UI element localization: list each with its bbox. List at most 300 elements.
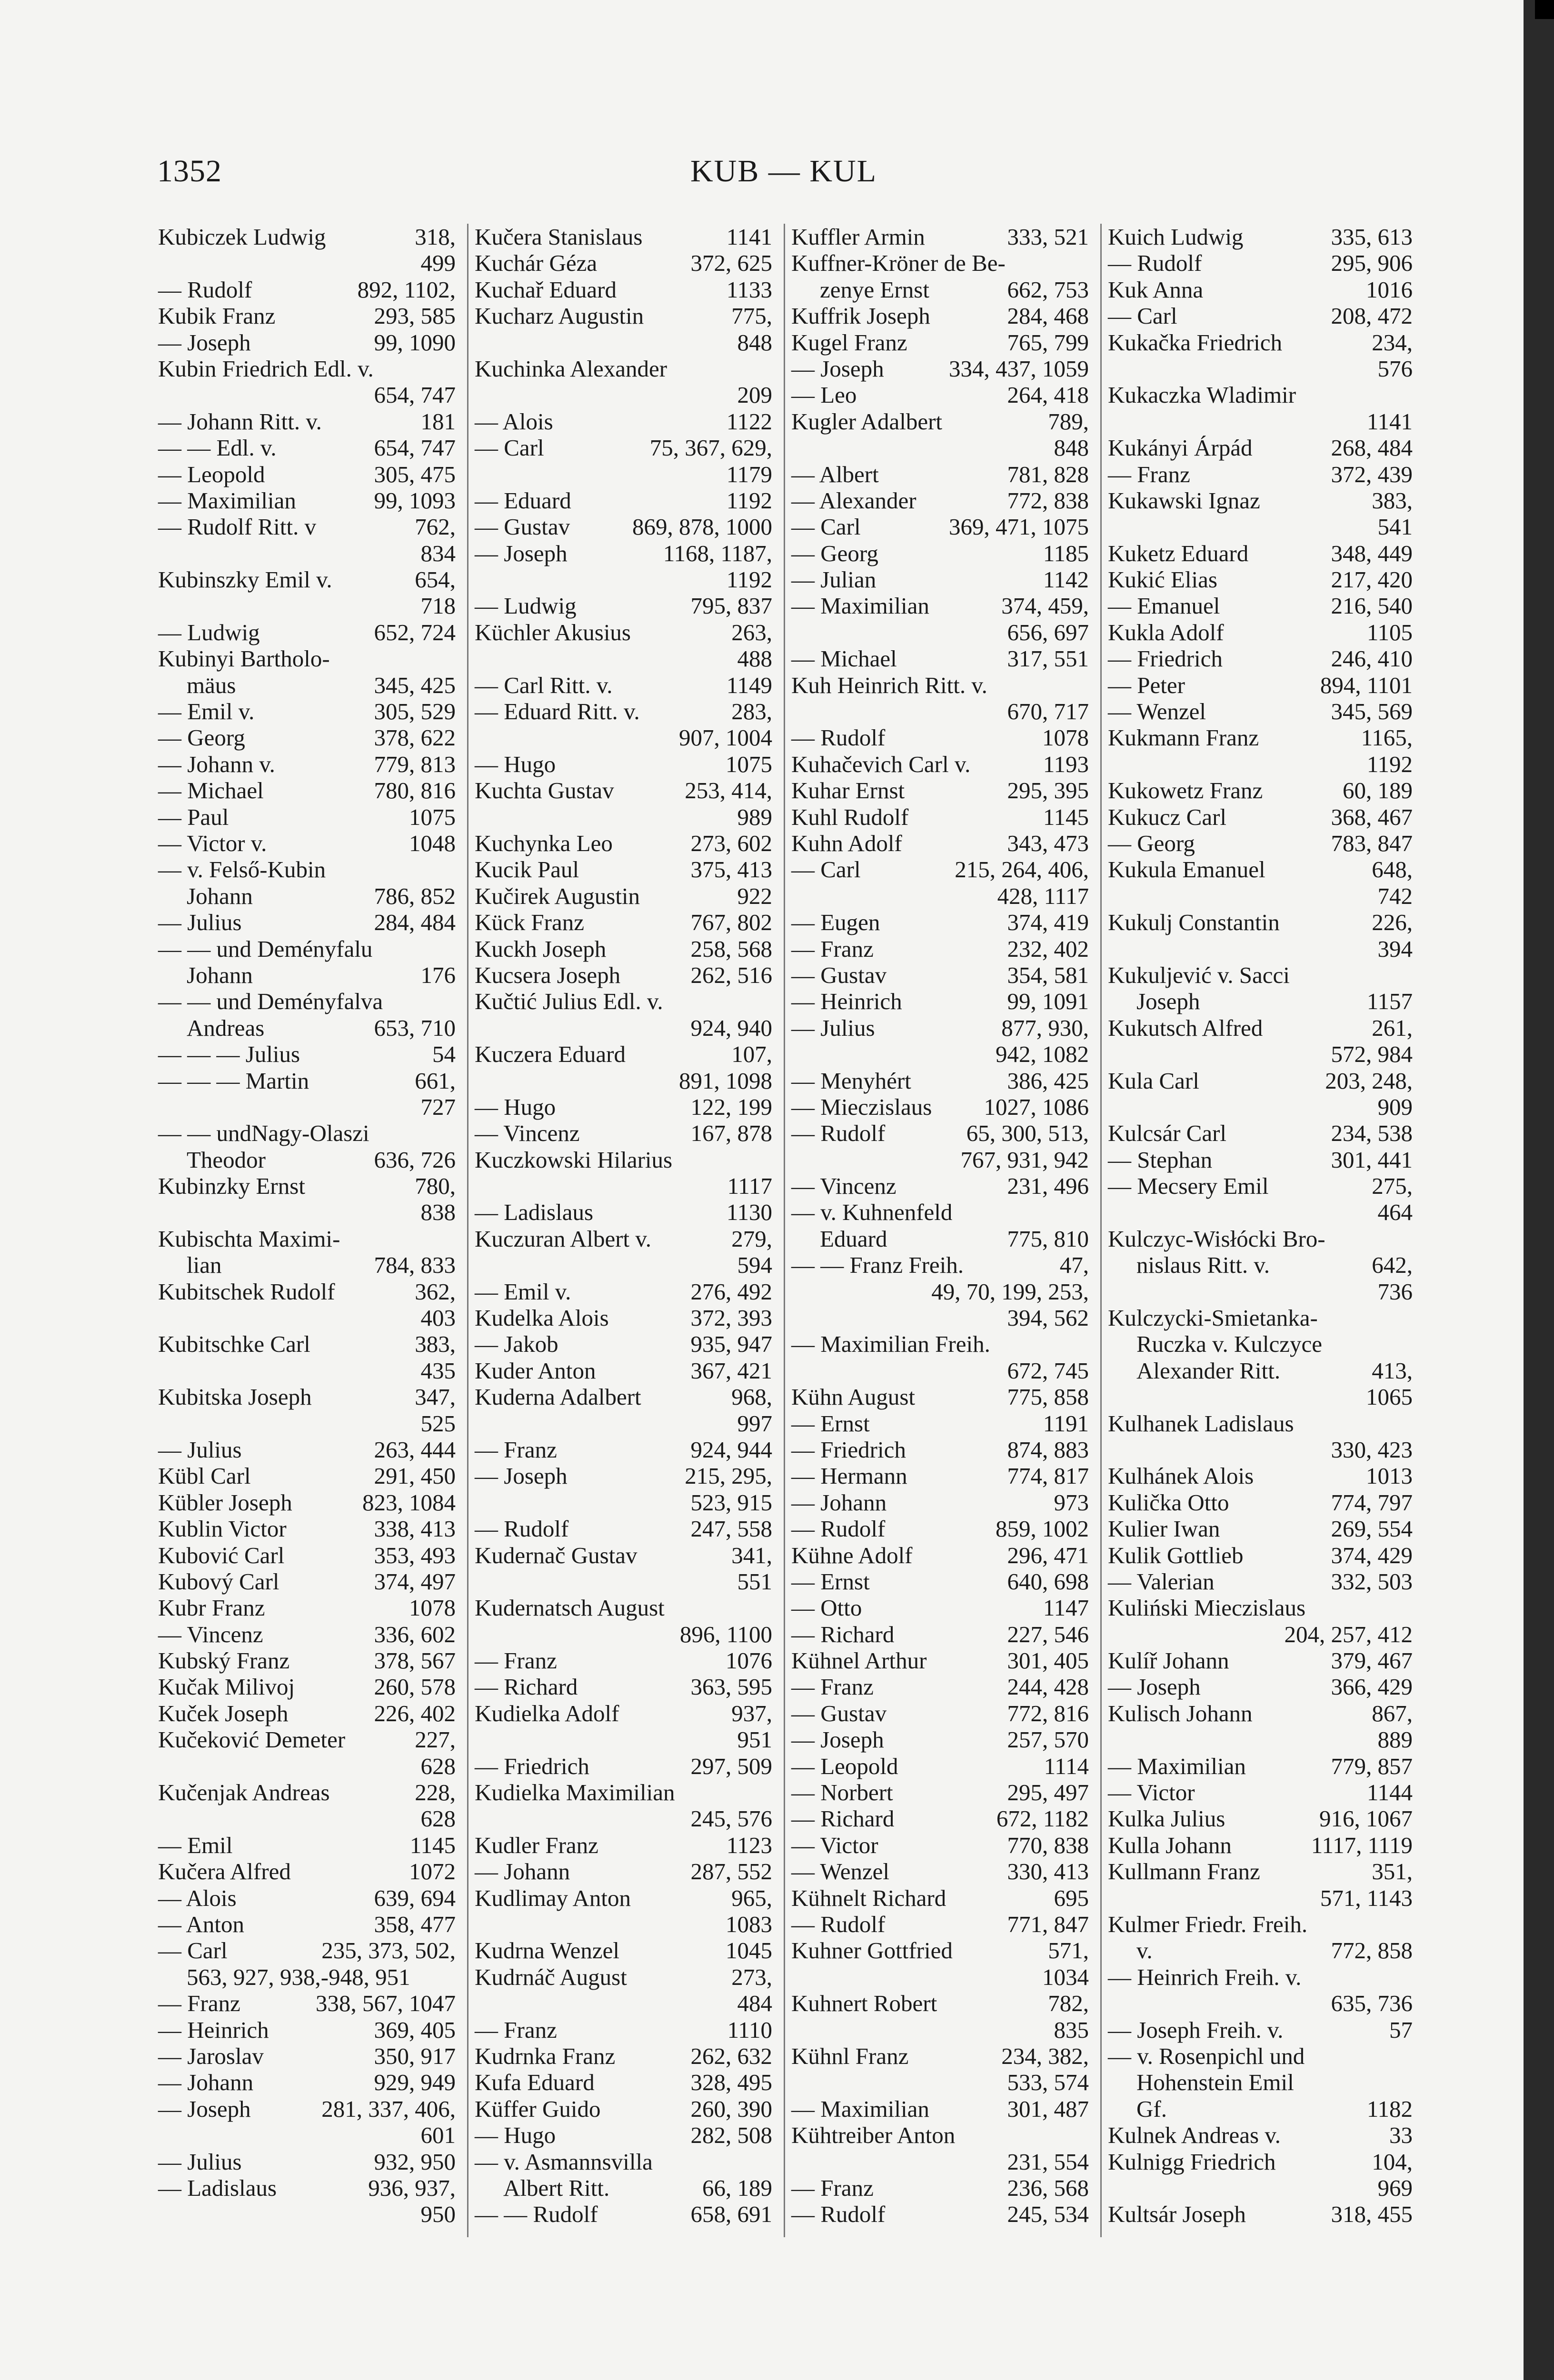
entry-name: — — Franz Freih. — [791, 1252, 964, 1279]
entry-name: Kühn August — [791, 1384, 916, 1410]
index-entry — [791, 909, 1089, 935]
entry-pages: 208, 472 — [1331, 303, 1413, 329]
index-entry — [1108, 698, 1413, 724]
entry-pages — [369, 1120, 456, 1146]
index-entry — [791, 1885, 1089, 1911]
index-entry — [158, 1832, 456, 1858]
index-entry — [1108, 1463, 1413, 1489]
entry-pages: 1145 — [1043, 803, 1089, 830]
index-entry — [1108, 962, 1413, 988]
index-entry — [1108, 1041, 1413, 1067]
entry-name: — Emanuel — [1108, 593, 1220, 619]
entry-name: Kukla Adolf — [1108, 619, 1224, 645]
entry-name: — Valerian — [1108, 1568, 1215, 1595]
entry-pages: 936, 937, — [368, 2174, 456, 2201]
index-entry — [791, 1147, 1089, 1173]
index-entry — [1108, 645, 1413, 672]
entry-pages: 318, — [415, 224, 456, 250]
index-entry — [791, 1911, 1089, 1937]
index-entry — [1108, 408, 1413, 435]
entry-pages: 639, 694 — [374, 1884, 456, 1911]
entry-pages: 772, 816 — [1007, 1700, 1089, 1726]
index-entry — [158, 514, 456, 540]
index-entry — [791, 2096, 1089, 2122]
index-entry — [158, 1542, 456, 1568]
index-entry — [475, 724, 772, 751]
entry-name: — Michael — [791, 645, 897, 672]
entry-name: — Maximilian — [791, 2095, 929, 2122]
index-entry — [791, 672, 1089, 698]
entry-pages — [372, 936, 456, 962]
entry-pages: 658, 691 — [690, 2201, 772, 2228]
entry-pages: 257, 570 — [1007, 1726, 1089, 1753]
entry-pages: 383, — [1372, 487, 1413, 514]
index-entry — [1108, 1331, 1413, 1357]
index-entry — [791, 1226, 1089, 1252]
entry-pages: 1141 — [1366, 408, 1413, 435]
index-entry — [158, 1384, 456, 1410]
index-entry — [475, 936, 772, 962]
entry-name: Kubin Friedrich Edl. v. — [158, 355, 374, 382]
index-entry — [475, 1885, 772, 1911]
entry-pages: 1168, 1187, — [663, 540, 772, 566]
entry-pages: 226, 402 — [374, 1700, 456, 1726]
entry-pages — [672, 1147, 772, 1173]
index-entry — [475, 777, 772, 803]
entry-name: Kukić Elias — [1108, 566, 1217, 593]
index-entry — [791, 1410, 1089, 1437]
entry-pages: 99, 1091 — [1007, 988, 1089, 1015]
index-entry — [475, 883, 772, 909]
entry-name: — Franz — [1108, 461, 1190, 487]
entry-pages: 772, 838 — [1007, 487, 1089, 514]
index-entry — [158, 1120, 456, 1146]
entry-pages: 924, 940 — [690, 1014, 772, 1041]
entry-name: — — Edl. v. — [158, 435, 277, 461]
entry-pages: 57 — [1389, 2016, 1413, 2043]
index-entry — [158, 2149, 456, 2175]
entry-pages: 783, 847 — [1331, 830, 1413, 856]
entry-pages: 892, 1102, — [357, 276, 456, 303]
entry-name: — Heinrich — [158, 2016, 269, 2043]
entry-pages: 1110 — [727, 2016, 772, 2043]
entry-pages: 1045 — [726, 1937, 772, 1964]
index-entry — [158, 2096, 456, 2122]
entry-pages — [1305, 2043, 1413, 2069]
index-entry — [791, 1964, 1089, 1990]
entry-name: Kudelka Alois — [475, 1305, 609, 1331]
entry-pages: 104, — [1372, 2148, 1413, 2175]
entry-name: v. — [1136, 1937, 1153, 1964]
index-entry — [475, 224, 772, 250]
index-columns — [158, 224, 1413, 2237]
index-entry — [158, 1199, 456, 1225]
entry-pages: 295, 395 — [1007, 777, 1089, 804]
index-entry — [1108, 540, 1413, 566]
index-entry — [475, 1595, 772, 1621]
entry-name: — Hermann — [791, 1463, 907, 1489]
index-entry — [158, 1305, 456, 1331]
entry-pages — [667, 356, 772, 382]
entry-name: Kubský Franz — [158, 1647, 290, 1674]
entry-name: — Michael — [158, 777, 264, 804]
index-entry — [475, 645, 772, 672]
entry-pages: 347, — [415, 1384, 456, 1410]
index-entry — [158, 1437, 456, 1463]
index-column-3 — [791, 224, 1089, 2237]
entry-pages: 877, 930, — [1001, 1014, 1089, 1041]
index-entry — [1108, 1621, 1413, 1647]
entry-pages: 848 — [737, 329, 772, 356]
index-entry — [475, 1410, 772, 1437]
entry-pages: 54 — [432, 1041, 456, 1068]
page-number: 1352 — [157, 154, 222, 188]
entry-name: Kudler Franz — [475, 1832, 598, 1858]
entry-pages: 1013 — [1366, 1463, 1413, 1489]
entry-pages: 60, 189 — [1343, 777, 1413, 804]
entry-name: — Rudolf — [791, 1911, 886, 1937]
entry-pages — [1325, 1226, 1413, 1252]
index-entry — [791, 1858, 1089, 1884]
index-entry — [791, 1726, 1089, 1753]
entry-name: Kullmann Franz — [1108, 1858, 1260, 1885]
entry-pages: 1083 — [726, 1911, 772, 1937]
entry-pages: 1165, — [1361, 724, 1413, 751]
entry-pages: 253, 414, — [685, 777, 772, 804]
entry-name: — Alexander — [791, 487, 916, 514]
entry-name: Kubitschke Carl — [158, 1331, 310, 1358]
entry-pages: 838 — [420, 1199, 456, 1226]
entry-pages: 378, 622 — [374, 724, 456, 751]
entry-pages: 950 — [420, 2201, 456, 2228]
entry-name: — — undNagy-Olaszi — [158, 1120, 369, 1147]
entry-name: — Julius — [158, 1436, 242, 1463]
entry-name: Küchler Akusius — [475, 619, 631, 645]
entry-pages: 413, — [1372, 1357, 1413, 1384]
index-entry — [1108, 224, 1413, 250]
entry-pages: 369, 405 — [374, 2016, 456, 2043]
entry-pages: 907, 1004 — [679, 724, 772, 751]
entry-pages — [663, 988, 772, 1014]
index-entry — [791, 1595, 1089, 1621]
index-entry — [475, 1094, 772, 1120]
entry-name: Kudielka Adolf — [475, 1700, 619, 1726]
index-entry — [475, 1384, 772, 1410]
entry-name: — — — Martin — [158, 1067, 309, 1094]
entry-pages: 770, 838 — [1007, 1832, 1089, 1858]
index-entry — [475, 2043, 772, 2069]
entry-pages: 1142 — [1043, 566, 1089, 593]
index-entry — [1108, 1358, 1413, 1384]
entry-name: — Otto — [791, 1595, 862, 1621]
entry-name: — Eduard — [475, 487, 571, 514]
entry-name: Kulnek Andreas v. — [1108, 2122, 1281, 2149]
entry-pages: 869, 878, 1000 — [632, 514, 772, 540]
entry-pages: 916, 1067 — [1319, 1805, 1413, 1832]
entry-name: Kück Franz — [475, 909, 584, 936]
entry-pages — [326, 856, 456, 883]
index-entry — [475, 1173, 772, 1199]
index-entry — [1108, 1542, 1413, 1568]
index-entry — [475, 1226, 772, 1252]
index-entry — [475, 277, 772, 303]
entry-name: — Rudolf Ritt. v — [158, 514, 317, 540]
entry-name: Kuczera Eduard — [475, 1041, 626, 1068]
index-entry — [791, 2149, 1089, 2175]
entry-name: Kulczycki-Smietanka- — [1108, 1305, 1318, 1331]
entry-pages: 305, 529 — [374, 698, 456, 725]
entry-name: — Carl Ritt. v. — [475, 672, 613, 698]
index-entry — [1108, 1779, 1413, 1805]
index-entry — [791, 1647, 1089, 1674]
index-entry — [158, 751, 456, 777]
entry-pages — [1322, 1331, 1413, 1357]
index-entry — [158, 2122, 456, 2148]
index-entry — [1108, 1911, 1413, 1937]
index-entry — [1108, 1199, 1413, 1225]
entry-pages: 653, 710 — [374, 1014, 456, 1041]
entry-pages: 1193 — [1043, 751, 1089, 777]
entry-pages: 245, 576 — [690, 1805, 772, 1832]
entry-pages: 1192 — [726, 487, 772, 514]
entry-name: — Hugo — [475, 1093, 556, 1120]
entry-pages: 232, 402 — [1007, 935, 1089, 962]
entry-name: — — Rudolf — [475, 2201, 598, 2228]
index-entry — [475, 2175, 772, 2201]
entry-name: Kuhner Gottfried — [791, 1937, 953, 1964]
entry-pages: 372, 439 — [1331, 461, 1413, 487]
entry-pages: 338, 413 — [374, 1516, 456, 1542]
entry-pages: 335, 613 — [1331, 224, 1413, 250]
entry-pages: 572, 984 — [1331, 1041, 1413, 1068]
entry-name: — Ludwig — [158, 619, 260, 645]
entry-name: Theodor — [187, 1146, 266, 1173]
index-entry — [1108, 1726, 1413, 1753]
entry-pages: 276, 492 — [690, 1278, 772, 1305]
entry-name: Kulnigg Friedrich — [1108, 2148, 1276, 2175]
entry-pages: 780, — [415, 1173, 456, 1200]
index-entry — [158, 1911, 456, 1937]
entry-pages: 317, 551 — [1007, 645, 1089, 672]
entry-pages: 937, — [731, 1700, 772, 1726]
entry-pages: 784, 833 — [374, 1252, 456, 1279]
index-entry — [158, 277, 456, 303]
index-entry — [158, 1173, 456, 1199]
entry-name: Kuchynka Leo — [475, 830, 613, 856]
entry-name: Kulka Julius — [1108, 1805, 1225, 1832]
entry-name: Kubr Franz — [158, 1595, 265, 1621]
entry-pages: 642, — [1372, 1252, 1413, 1279]
index-entry — [791, 277, 1089, 303]
index-entry — [791, 1331, 1089, 1357]
index-entry — [791, 2043, 1089, 2069]
index-entry — [158, 1726, 456, 1753]
index-entry — [791, 1068, 1089, 1094]
entry-pages: 350, 917 — [374, 2043, 456, 2069]
entry-name: — Franz — [158, 1990, 240, 2017]
entry-name: — Johann v. — [158, 751, 275, 777]
index-entry — [158, 1779, 456, 1805]
index-column-1 — [158, 224, 456, 2237]
index-entry — [475, 1489, 772, 1516]
entry-pages: 282, 508 — [690, 2122, 772, 2149]
entry-pages: 369, 471, 1075 — [949, 514, 1089, 540]
index-entry — [791, 408, 1089, 435]
index-entry — [1108, 2175, 1413, 2201]
entry-pages: 295, 497 — [1007, 1779, 1089, 1806]
entry-name: — Georg — [791, 540, 878, 566]
entry-name: Kudrnka Franz — [475, 2043, 616, 2069]
index-entry — [1108, 1674, 1413, 1700]
index-entry — [158, 2201, 456, 2227]
entry-name: Kuhnert Robert — [791, 1990, 937, 2017]
entry-pages — [1294, 2069, 1413, 2095]
entry-pages — [1318, 1305, 1413, 1331]
index-entry — [158, 224, 456, 250]
entry-name: — Eduard Ritt. v. — [475, 698, 640, 725]
entry-name: — Franz — [475, 2016, 557, 2043]
index-entry — [158, 382, 456, 408]
entry-pages: 66, 189 — [702, 2174, 772, 2201]
entry-name: — Ladislaus — [158, 2174, 277, 2201]
entry-name: Kulhánek Alois — [1108, 1463, 1254, 1489]
entry-pages: 403 — [420, 1305, 456, 1331]
entry-pages: 351, — [1372, 1858, 1413, 1885]
index-entry — [791, 540, 1089, 566]
index-column-2 — [475, 224, 772, 2237]
entry-name: — Ernst — [791, 1568, 870, 1595]
index-entry — [1108, 2096, 1413, 2122]
entry-pages: 273, 602 — [690, 830, 772, 856]
entry-pages: 273, — [731, 1964, 772, 1990]
entry-pages: 231, 554 — [1007, 2148, 1089, 2175]
index-entry — [791, 1674, 1089, 1700]
entry-pages — [410, 1964, 456, 1990]
entry-pages: 867, — [1372, 1700, 1413, 1726]
entry-name: — Friedrich — [791, 1436, 906, 1463]
entry-pages — [374, 356, 456, 382]
index-entry — [791, 250, 1089, 276]
index-entry — [791, 1279, 1089, 1305]
index-entry — [475, 1542, 772, 1568]
entry-name: — Anton — [158, 1911, 245, 1937]
index-entry — [791, 435, 1089, 461]
index-entry — [475, 1990, 772, 2016]
index-entry — [1108, 724, 1413, 751]
index-entry — [1108, 1700, 1413, 1726]
entry-name: — Eugen — [791, 909, 880, 936]
entry-pages: 261, — [1372, 1014, 1413, 1041]
index-entry — [158, 645, 456, 672]
index-entry — [475, 1911, 772, 1937]
entry-name: — Franz — [791, 1674, 874, 1700]
entry-name: — Peter — [1108, 672, 1185, 698]
index-entry — [791, 856, 1089, 883]
entry-name: Kuhl Rudolf — [791, 803, 909, 830]
index-entry — [158, 1595, 456, 1621]
index-entry — [158, 830, 456, 856]
entry-pages: 848 — [1054, 435, 1089, 461]
entry-name: Kuček Joseph — [158, 1700, 289, 1726]
entry-name: — Leopold — [158, 461, 265, 487]
entry-pages: 1149 — [726, 672, 772, 698]
index-entry — [1108, 804, 1413, 830]
entry-pages: 204, 257, 412 — [1284, 1621, 1413, 1647]
entry-pages: 367, 421 — [690, 1357, 772, 1384]
entry-name: Eduard — [820, 1225, 887, 1252]
entry-pages: 366, 429 — [1331, 1674, 1413, 1700]
entry-name: — Jakob — [475, 1331, 558, 1358]
entry-name: — Rudolf — [791, 1516, 886, 1542]
entry-pages: 1130 — [726, 1199, 772, 1226]
index-entry — [475, 566, 772, 593]
entry-pages: 379, 467 — [1331, 1647, 1413, 1674]
entry-pages: 372, 625 — [690, 250, 772, 277]
index-entry — [158, 461, 456, 487]
entry-name: — — und Deményfalu — [158, 935, 373, 962]
entry-name: — Joseph — [158, 2095, 251, 2122]
entry-pages: 295, 906 — [1331, 250, 1413, 277]
index-entry — [791, 514, 1089, 540]
index-entry — [475, 2201, 772, 2227]
entry-name: — Vincenz — [791, 1173, 897, 1200]
index-entry — [1108, 830, 1413, 856]
entry-name: Kulička Otto — [1108, 1489, 1229, 1516]
entry-pages: 464 — [1377, 1199, 1413, 1226]
entry-pages: 1105 — [1366, 619, 1413, 645]
entry-name: — Joseph — [475, 540, 568, 566]
entry-pages — [1296, 382, 1413, 408]
index-entry — [1108, 593, 1413, 619]
entry-pages: 662, 753 — [1007, 276, 1089, 303]
index-entry — [791, 487, 1089, 514]
index-entry — [475, 408, 772, 435]
index-entry — [791, 1990, 1089, 2016]
entry-pages: 929, 949 — [374, 2069, 456, 2096]
entry-name: 563, 927, 938,-948, 951 — [187, 1964, 410, 1990]
entry-pages: 1117 — [727, 1173, 772, 1200]
index-entry — [791, 1568, 1089, 1595]
entry-name: — Carl — [1108, 303, 1177, 329]
entry-name: Kula Carl — [1108, 1067, 1199, 1094]
entry-name: Kulíř Johann — [1108, 1647, 1229, 1674]
entry-name: — Victor — [791, 1832, 878, 1858]
entry-pages: 75, 367, 629, — [649, 435, 772, 461]
entry-pages — [1294, 1410, 1413, 1437]
index-entry — [791, 461, 1089, 487]
entry-name: Küffer Guido — [475, 2095, 601, 2122]
index-entry — [1108, 1753, 1413, 1779]
index-entry — [475, 2069, 772, 2095]
entry-name: Kukuljević v. Sacci — [1108, 962, 1290, 988]
entry-name: Kukucz Carl — [1108, 803, 1226, 830]
entry-name: Kučirek Augustin — [475, 883, 640, 909]
index-entry — [475, 804, 772, 830]
entry-pages: 305, 475 — [374, 461, 456, 487]
index-entry — [791, 303, 1089, 329]
entry-name: Kucsera Joseph — [475, 962, 621, 988]
entry-name: — v. Felső-Kubin — [158, 856, 326, 883]
index-entry — [791, 1015, 1089, 1041]
index-entry — [791, 1621, 1089, 1647]
index-entry — [1108, 856, 1413, 883]
entry-pages: 654, 747 — [374, 435, 456, 461]
entry-name: — Friedrich — [1108, 645, 1223, 672]
index-entry — [475, 356, 772, 382]
entry-name: — Albert — [791, 461, 879, 487]
entry-name: — Carl — [475, 435, 544, 461]
index-entry — [158, 1885, 456, 1911]
